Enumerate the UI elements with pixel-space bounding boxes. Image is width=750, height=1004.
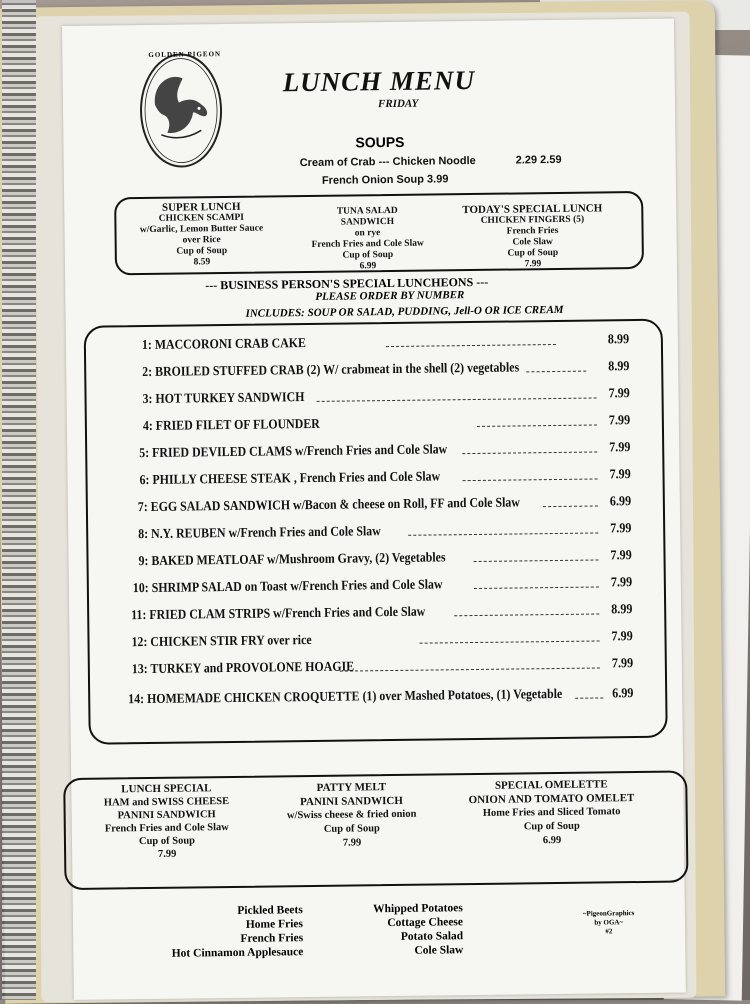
special-line: Cup of Soup [138, 835, 196, 848]
side-item: Whipped Potatoes [372, 902, 463, 916]
sides-right-list [333, 901, 464, 959]
entree-price: 7.99 [609, 439, 631, 455]
entree-row [88, 520, 663, 549]
day-label: FRIDAY [377, 97, 419, 111]
special-price: 6.99 [359, 261, 377, 272]
side-item: Cole Slaw [414, 944, 464, 957]
entree-price: 7.99 [609, 466, 631, 482]
special-line: French Fries and Cole Slaw [311, 238, 424, 250]
golden-pigeon-logo [134, 42, 228, 173]
entree-price: 8.99 [607, 331, 630, 347]
special-omelette [451, 777, 652, 849]
special-price: 7.99 [157, 848, 177, 860]
page-title: LUNCH MENU [282, 64, 476, 98]
entree-row [90, 655, 665, 684]
credit-line: ~PigeonGraphics [582, 909, 635, 918]
leader-dots [474, 559, 599, 562]
leader-dots [386, 344, 556, 347]
special-line: w/Swiss cheese & fried onion [286, 808, 417, 822]
leader-dots [526, 371, 586, 373]
entree-row [90, 685, 665, 714]
special-line: ONION AND TOMATO OMELET [468, 792, 635, 807]
leader-dots [408, 532, 598, 535]
special-price: 7.99 [342, 837, 362, 849]
entree-price: 6.99 [612, 685, 634, 701]
special-line: French Fries and Cole Slaw [104, 822, 229, 835]
entree-row [86, 385, 661, 414]
side-item: Potato Salad [400, 930, 464, 943]
entree-name: 10: SHRIMP SALAD on Toast w/French Fries and Cole Slaw [132, 576, 443, 596]
special-line: French Fries [506, 225, 559, 237]
special-line: Cup of Soup [176, 246, 228, 257]
soup-line-1-prices: 2.29 2.59 [515, 153, 562, 167]
entree-name: 8: N.Y. REUBEN w/French Fries and Cole Slaw [138, 523, 381, 542]
leader-dots [575, 697, 603, 698]
soup-line-2: French Onion Soup 3.99 [321, 173, 449, 187]
special-price: 6.99 [542, 834, 562, 847]
order-note: PLEASE ORDER BY NUMBER [315, 289, 465, 303]
special-line: Cup of Soup [507, 247, 559, 259]
special-line: PANINI SANDWICH [117, 809, 216, 822]
leader-dots [477, 424, 597, 426]
leader-dots [543, 505, 598, 507]
credit-line: by OGA~ [594, 918, 624, 927]
menu-page [62, 19, 686, 1000]
entree-name: 1: MACCORONI CRAB CAKE [141, 335, 306, 353]
entree-price: 7.99 [610, 547, 632, 563]
entree-price: 7.99 [611, 628, 633, 644]
entree-price: 8.99 [611, 601, 633, 617]
entree-row [87, 466, 662, 495]
entree-row [88, 547, 663, 576]
credit-note [583, 909, 635, 937]
logo-text: GOLDEN PIGEON [148, 50, 222, 59]
special-patty-melt [261, 779, 442, 851]
side-item: French Fries [240, 932, 304, 945]
leader-dots [317, 397, 597, 401]
entree-row [87, 439, 662, 468]
entree-row [89, 574, 664, 603]
soups-heading: SOUPS [355, 133, 405, 151]
special-line: PANINI SANDWICH [300, 794, 403, 809]
business-title: --- BUSINESS PERSON'S SPECIAL LUNCHEONS --- [205, 274, 489, 293]
entree-name: 13: TURKEY and PROVOLONE HOAGIE [131, 658, 355, 677]
special-line: Cup of Soup [523, 820, 580, 833]
entree-name: 5: FRIED DEVILED CLAMS w/French Fries and Cole Slaw [139, 441, 448, 461]
special-line: SUPER LUNCH [161, 200, 241, 214]
entree-price: 7.99 [611, 655, 634, 671]
entree-row [89, 601, 664, 630]
entree-name: 3: HOT TURKEY SANDWICH [142, 389, 305, 407]
soup-line-1: Cream of Crab --- Chicken Noodle [299, 154, 476, 170]
special-super-lunch [126, 201, 277, 269]
side-item: Hot Cinnamon Applesauce [171, 946, 304, 960]
entree-row [88, 493, 663, 522]
side-item: Pickled Beets [237, 904, 303, 917]
special-line: Home Fries and Sliced Tomato [482, 806, 621, 819]
entree-price: 7.99 [610, 574, 633, 590]
special-price: 8.59 [193, 257, 211, 268]
leader-dots [474, 586, 599, 589]
special-lunch-special [81, 782, 252, 862]
entree-name: 9: BAKED MEATLOAF w/Mushroom Gravy, (2) Vegetables [138, 549, 446, 569]
entree-price: 6.99 [609, 493, 632, 509]
entree-price: 7.99 [608, 385, 630, 401]
leader-dots [340, 667, 600, 671]
entree-row [87, 412, 662, 441]
special-line: w/Garlic, Lemon Butter Sauce [139, 223, 264, 236]
entree-price: 7.99 [610, 520, 632, 536]
leader-dots [462, 451, 597, 454]
special-line: LUNCH SPECIAL [121, 782, 212, 796]
special-line: Cup of Soup [323, 823, 380, 835]
entree-row [86, 358, 661, 387]
entree-price: 7.99 [608, 412, 631, 428]
special-todays-lunch [452, 203, 613, 271]
special-line: TUNA SALAD [336, 205, 398, 217]
side-item: Cottage Cheese [387, 916, 464, 930]
special-line: SPECIAL OMELETTE [494, 778, 608, 792]
sides-left-list [133, 903, 304, 961]
special-line: CHICKEN FINGERS (5) [480, 214, 585, 226]
entree-row [86, 331, 661, 360]
entree-name: 11: FRIED CLAM STRIPS w/French Fries and Cole Slaw [131, 603, 426, 623]
special-tuna-salad [292, 205, 443, 273]
entree-name: 7: EGG SALAD SANDWICH w/Bacon & cheese on Roll, FF and Cole Slaw [137, 494, 520, 515]
entree-name: 12: CHICKEN STIR FRY over rice [131, 631, 312, 650]
special-line: over Rice [182, 235, 221, 246]
side-item: Home Fries [245, 918, 304, 931]
includes-note: INCLUDES: SOUP OR SALAD, PUDDING, Jell-O OR ICE CREAM [245, 303, 564, 320]
special-line: HAM and SWISS CHEESE [103, 796, 230, 809]
entree-price: 8.99 [608, 358, 630, 374]
special-line: Cole Slaw [512, 237, 553, 248]
special-line: TODAY'S SPECIAL LUNCH [462, 202, 603, 217]
special-price: 7.99 [524, 259, 542, 270]
special-line: PATTY MELT [316, 781, 387, 794]
spiral-binding [2, 0, 36, 1000]
leader-dots [420, 640, 600, 643]
special-line: on rye [354, 228, 381, 239]
special-line: Cup of Soup [342, 249, 394, 261]
leader-dots [454, 613, 599, 616]
entree-name: 4: FRIED FILET OF FLOUNDER [142, 415, 320, 434]
entree-row [89, 628, 664, 657]
credit-line: #2 [605, 927, 613, 936]
leader-dots [463, 478, 598, 481]
entree-name: 14: HOMEMADE CHICKEN CROQUETTE (1) over Mashed Potatoes, (1) Vegetable [128, 685, 563, 707]
entree-box [84, 319, 668, 745]
special-line: CHICKEN SCAMPI [158, 212, 245, 224]
special-line: SANDWICH [340, 216, 395, 228]
entree-name: 6: PHILLY CHEESE STEAK , French Fries and Cole Slaw [139, 468, 441, 488]
entree-name: 2: BROILED STUFFED CRAB (2) W/ crabmeat in the shell (2) vegetables [142, 359, 520, 380]
